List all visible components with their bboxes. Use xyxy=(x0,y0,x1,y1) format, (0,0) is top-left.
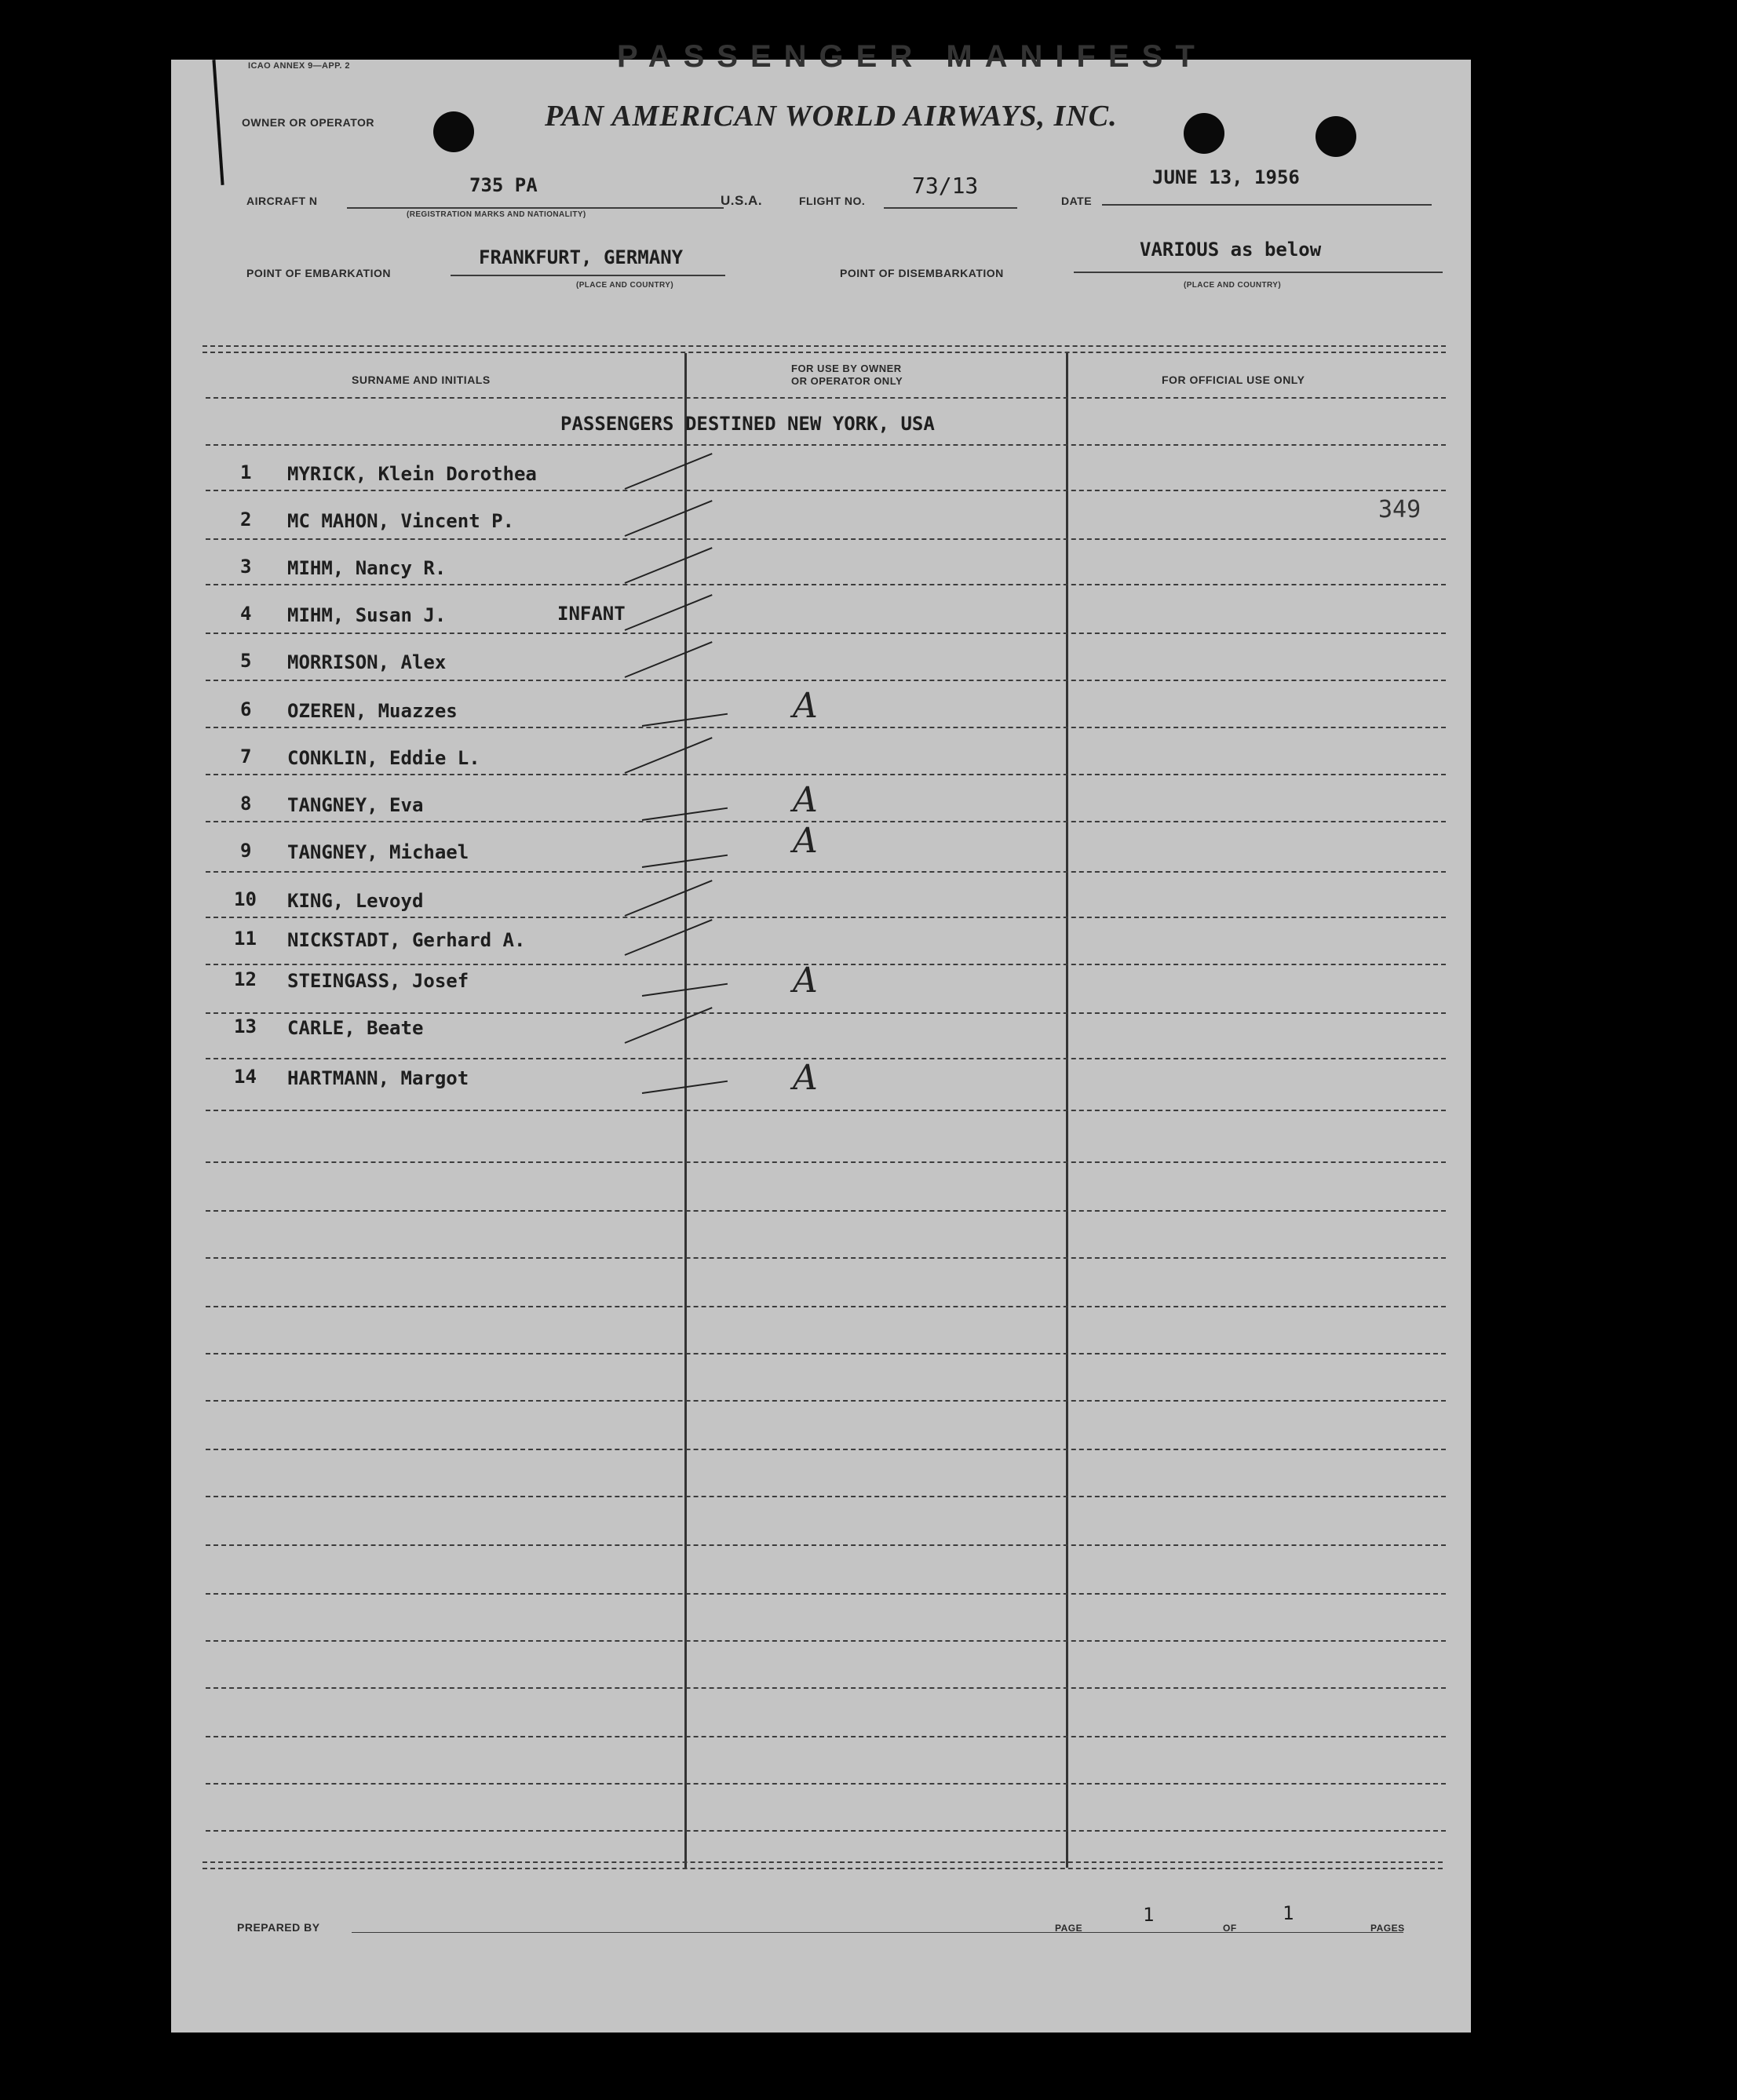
prepared-by-underline xyxy=(352,1932,1403,1933)
passenger-number: 6 xyxy=(240,698,252,720)
passenger-number: 5 xyxy=(240,650,252,672)
ruled-line xyxy=(206,633,1446,634)
check-slash xyxy=(625,641,713,678)
handwritten-mark: A xyxy=(793,1058,818,1098)
passenger-number: 10 xyxy=(234,888,257,910)
punch-hole xyxy=(1184,113,1224,154)
page-value: 1 xyxy=(1143,1904,1155,1926)
ruled-line xyxy=(206,821,1446,822)
handwritten-mark: A xyxy=(793,821,818,861)
passenger-number: 12 xyxy=(234,968,257,990)
passenger-name: HARTMANN, Margot xyxy=(287,1067,469,1089)
check-slash xyxy=(625,919,713,956)
passenger-number: 8 xyxy=(240,793,252,815)
edge-mark xyxy=(212,60,224,185)
handwritten-mark: A xyxy=(793,780,818,820)
aircraft-label: AIRCRAFT N xyxy=(246,195,318,207)
date-label: DATE xyxy=(1061,195,1093,207)
annex-label: ICAO ANNEX 9—APP. 2 xyxy=(248,61,350,71)
ruled-line xyxy=(206,1012,1446,1014)
pages-value: 1 xyxy=(1283,1902,1294,1924)
registration-caption: (REGISTRATION MARKS AND NATIONALITY) xyxy=(407,210,586,219)
operator-name: PAN AMERICAN WORLD AIRWAYS, INC. xyxy=(545,100,1118,133)
ruled-line xyxy=(206,444,1446,446)
passenger-number: 4 xyxy=(240,603,252,625)
form-heading-partial: PASSENGER MANIFEST xyxy=(617,39,1207,74)
column-heading-official: FOR OFFICIAL USE ONLY xyxy=(1162,374,1305,386)
embarkation-value: FRANKFURT, GERMANY xyxy=(479,246,684,268)
usa-label: U.S.A. xyxy=(721,193,763,208)
header-rule xyxy=(203,345,1446,347)
prepared-by-label: PREPARED BY xyxy=(237,1921,320,1934)
ruled-line xyxy=(206,1593,1446,1595)
check-slash xyxy=(625,737,713,774)
punch-hole xyxy=(433,111,474,152)
passenger-number: 9 xyxy=(240,840,252,862)
passenger-number: 7 xyxy=(240,746,252,767)
passenger-number: 14 xyxy=(234,1066,257,1088)
passenger-name: MIHM, Nancy R. xyxy=(287,557,447,579)
ruled-line xyxy=(206,1736,1446,1737)
passenger-name: MC MAHON, Vincent P. xyxy=(287,510,514,532)
ruled-line xyxy=(206,490,1446,491)
ruled-line xyxy=(206,1687,1446,1689)
section-heading: PASSENGERS DESTINED NEW YORK, USA xyxy=(560,413,935,435)
ruled-line xyxy=(206,584,1446,585)
page-label: PAGE xyxy=(1055,1923,1083,1934)
flight-value: 73/13 xyxy=(912,173,979,199)
ruled-line xyxy=(206,1257,1446,1259)
passenger-number: 1 xyxy=(240,461,252,483)
column-heading-owner-2: OR OPERATOR ONLY xyxy=(791,375,903,387)
footer-rule xyxy=(203,1868,1443,1869)
owner-label: OWNER OR OPERATOR xyxy=(242,116,374,129)
passenger-name: CONKLIN, Eddie L. xyxy=(287,747,480,769)
check-slash xyxy=(625,880,713,917)
aircraft-underline xyxy=(347,207,724,209)
manifest-sheet xyxy=(171,39,1471,2033)
check-slash xyxy=(625,453,713,490)
check-slash xyxy=(625,594,713,631)
passenger-name: KING, Levoyd xyxy=(287,890,424,912)
official-note: 349 xyxy=(1378,496,1421,523)
passenger-number: 3 xyxy=(240,556,252,578)
header-rule xyxy=(203,352,1446,353)
passenger-name: TANGNEY, Michael xyxy=(287,841,469,863)
ruled-line xyxy=(206,1161,1446,1163)
ruled-line xyxy=(206,1353,1446,1354)
handwritten-mark: A xyxy=(793,961,818,1001)
passenger-note: INFANT xyxy=(557,603,626,625)
passenger-name: NICKSTADT, Gerhard A. xyxy=(287,929,526,951)
disembarkation-label: POINT OF DISEMBARKATION xyxy=(840,267,1004,279)
ruled-line xyxy=(206,1544,1446,1546)
passenger-number: 2 xyxy=(240,509,252,530)
ruled-line xyxy=(206,917,1446,918)
embarkation-caption: (PLACE AND COUNTRY) xyxy=(576,281,674,290)
pages-label: PAGES xyxy=(1370,1923,1405,1934)
ruled-line xyxy=(206,1110,1446,1111)
flight-label: FLIGHT NO. xyxy=(799,195,866,207)
ruled-line xyxy=(206,964,1446,965)
column-heading-surname: SURNAME AND INITIALS xyxy=(352,374,491,386)
date-underline xyxy=(1102,204,1432,206)
disembarkation-underline xyxy=(1074,272,1443,273)
ruled-line xyxy=(206,1830,1446,1832)
check-slash xyxy=(625,547,713,584)
ruled-line xyxy=(206,1058,1446,1059)
ruled-line xyxy=(206,1640,1446,1642)
passenger-number: 13 xyxy=(234,1015,257,1037)
aircraft-value: 735 PA xyxy=(469,174,538,196)
passenger-name: STEINGASS, Josef xyxy=(287,970,469,992)
footer-rule xyxy=(203,1861,1443,1863)
flight-underline xyxy=(884,207,1017,209)
embarkation-label: POINT OF EMBARKATION xyxy=(246,267,391,279)
passenger-name: CARLE, Beate xyxy=(287,1017,424,1039)
ruled-line xyxy=(206,680,1446,681)
passenger-name: MYRICK, Klein Dorothea xyxy=(287,463,537,485)
ruled-line xyxy=(206,871,1446,873)
punch-hole xyxy=(1316,116,1356,157)
ruled-line xyxy=(206,1496,1446,1497)
passenger-name: TANGNEY, Eva xyxy=(287,794,424,816)
passenger-name: OZEREN, Muazzes xyxy=(287,700,458,722)
ruled-line xyxy=(206,1783,1446,1785)
date-value: JUNE 13, 1956 xyxy=(1152,166,1300,188)
handwritten-mark: A xyxy=(793,686,818,726)
passenger-name: MORRISON, Alex xyxy=(287,651,447,673)
ruled-line xyxy=(206,727,1446,728)
check-slash xyxy=(625,500,713,537)
passenger-number: 11 xyxy=(234,928,257,950)
ruled-line xyxy=(206,1400,1446,1402)
ruled-line xyxy=(206,774,1446,775)
disembarkation-value: VARIOUS as below xyxy=(1140,239,1322,261)
passenger-name: MIHM, Susan J. xyxy=(287,604,447,626)
of-label: OF xyxy=(1223,1923,1237,1934)
column-heading-owner-1: FOR USE BY OWNER xyxy=(791,363,902,374)
ruled-line xyxy=(206,1210,1446,1212)
ruled-line xyxy=(206,538,1446,540)
disembarkation-caption: (PLACE AND COUNTRY) xyxy=(1184,281,1282,290)
ruled-line xyxy=(206,1449,1446,1450)
ruled-line xyxy=(206,1306,1446,1307)
ruled-line xyxy=(206,397,1446,399)
embarkation-underline xyxy=(451,275,725,276)
